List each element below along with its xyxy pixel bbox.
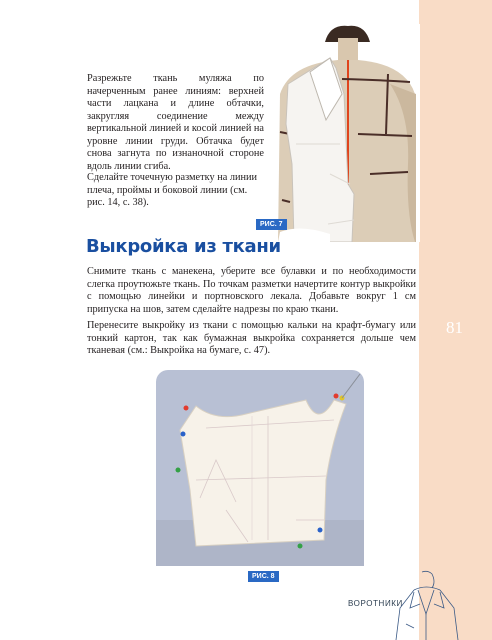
paragraph-cut-instructions: Разрежьте ткань муляжа по начерченным ранее линиям: верхней части лацкана и длине обтачки, закругляя соединение между вертикальной линией и косой линией на уровне линии груди. Обтачка будет снова загнута по изнаночной стороне вдоль линии сгиба. [87,73,264,172]
collar-sketch-illustration [392,568,462,640]
page-number: 81 [446,318,463,337]
paragraph-remove-fabric: Снимите ткань с манекена, уберите все булавки и по необходимости слегка проутюжьте ткань. По точкам разметки начертите контур выкройки с помощью линейки и портновского лекала. Добавьте вокруг 1 см припуска на шов, затем сделайте надрезы по краю ткани. [87,266,416,315]
section-heading: Выкройка из ткани [86,236,281,257]
fabric-pattern-photo [156,370,364,566]
paragraph-marking: Сделайте точечную разметку на линии плеча, проймы и боковой линии (см. рис. 14, с. 38). [87,172,258,208]
dress-form-photo [270,24,420,242]
paragraph-transfer-pattern: Перенесите выкройку из ткани с помощью кальки на крафт-бумагу или тонкий картон, так как бумажная выкройка сохраняется дольше чем тканевая (см.: Выкройка на бумаге, с. 47). [87,320,416,356]
figure-7-label: РИС. 7 [256,219,287,230]
figure-8-label: РИС. 8 [248,571,279,582]
section-footer-title: ВОРОТНИКИ [348,599,403,608]
